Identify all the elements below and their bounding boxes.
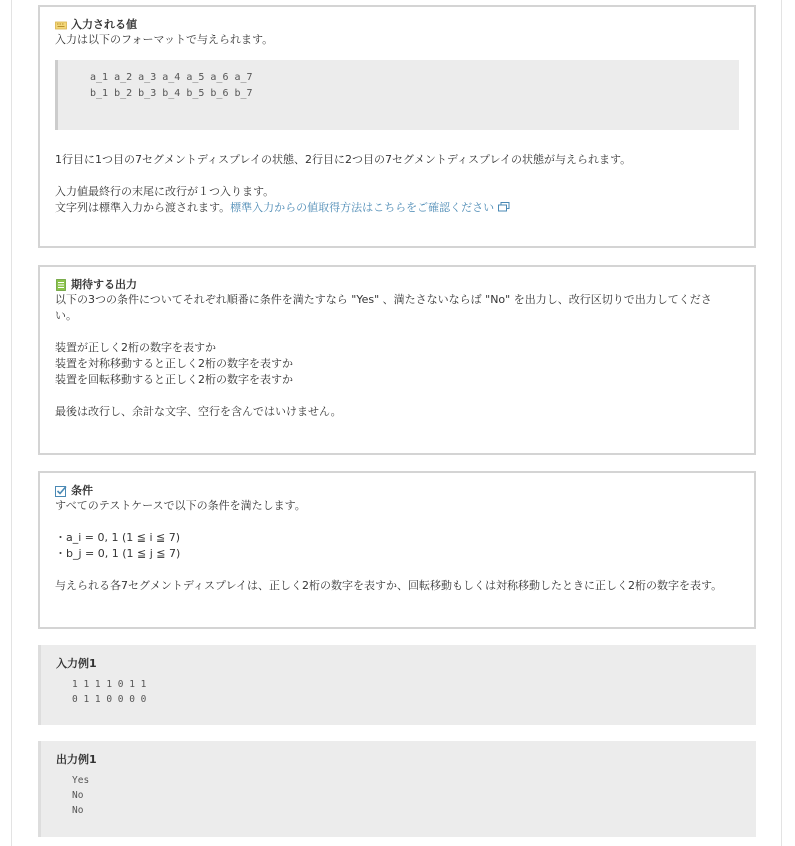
input-format-box <box>55 60 739 130</box>
output-section-header <box>55 278 739 292</box>
document-list-icon <box>55 279 67 291</box>
stdin-help-link[interactable]: 標準入力からの値取得方法はこちらをご確認ください <box>230 201 495 214</box>
input-example-line-1: 1 1 1 1 0 1 1 <box>72 679 147 690</box>
output-final-note: 最後は改行し、余計な文字、空行を含んではいけません。 <box>55 405 342 418</box>
input-section-header <box>55 18 739 32</box>
input-note-stdin <box>55 200 739 216</box>
constraint-b: ・b_j = 0, 1 (1 ≦ j ≦ 7) <box>55 547 181 560</box>
stdin-note-text: 文字列は標準入力から渡されます。 <box>55 201 231 214</box>
constraints-section <box>38 471 756 629</box>
input-note-newline: 入力値最終行の末尾に改行が１つ入ります。 <box>55 185 275 198</box>
output-section-title: 期待する出力 <box>71 278 137 291</box>
output-condition-1: 装置が正しく2桁の数字を表すか <box>55 341 216 354</box>
output-example-line-3: No <box>72 805 84 816</box>
input-section-title: 入力される値 <box>71 18 137 31</box>
input-example-line-2: 0 1 1 0 0 0 0 <box>72 694 147 705</box>
output-instruction: 以下の3つの条件についてそれぞれ順番に条件を満たすなら "Yes" 、満たさないならば "No" を出力し、改行区切りで出力してくださ <box>55 293 712 306</box>
output-example-title: 出力例1 <box>56 753 97 766</box>
output-section <box>38 265 756 455</box>
input-intro: 入力は以下のフォーマットで与えられます。 <box>55 33 274 46</box>
input-example <box>38 645 756 725</box>
format-line-a: a_1 a_2 a_3 a_4 a_5 a_6 a_7 <box>90 72 253 83</box>
constraints-intro: すべてのテストケースで以下の条件を満たします。 <box>55 499 306 512</box>
external-window-icon[interactable] <box>498 201 510 211</box>
input-section <box>38 5 756 248</box>
output-example-line-2: No <box>72 790 84 801</box>
constraints-section-header <box>55 484 739 498</box>
output-example-line-1: Yes <box>72 775 90 786</box>
format-line-b: b_1 b_2 b_3 b_4 b_5 b_6 b_7 <box>90 88 253 99</box>
keyboard-icon <box>55 19 67 31</box>
input-example-title: 入力例1 <box>56 657 97 670</box>
input-description: 1行目に1つ目の7セグメントディスプレイの状態、2行目に2つ目の7セグメントディスプレイの状態が与えられます。 <box>55 153 632 166</box>
checkbox-icon <box>55 485 67 497</box>
output-instruction-cont: い。 <box>55 309 77 322</box>
constraints-note: 与えられる各7セグメントディスプレイは、正しく2桁の数字を表すか、回転移動もしくは対称移動したときに正しく2桁の数字を表す。 <box>55 579 723 592</box>
output-example <box>38 741 756 837</box>
constraints-section-title: 条件 <box>71 484 93 497</box>
output-condition-3: 装置を回転移動すると正しく2桁の数字を表すか <box>55 373 293 386</box>
output-condition-2: 装置を対称移動すると正しく2桁の数字を表すか <box>55 357 293 370</box>
constraint-a: ・a_i = 0, 1 (1 ≦ i ≦ 7) <box>55 531 181 544</box>
